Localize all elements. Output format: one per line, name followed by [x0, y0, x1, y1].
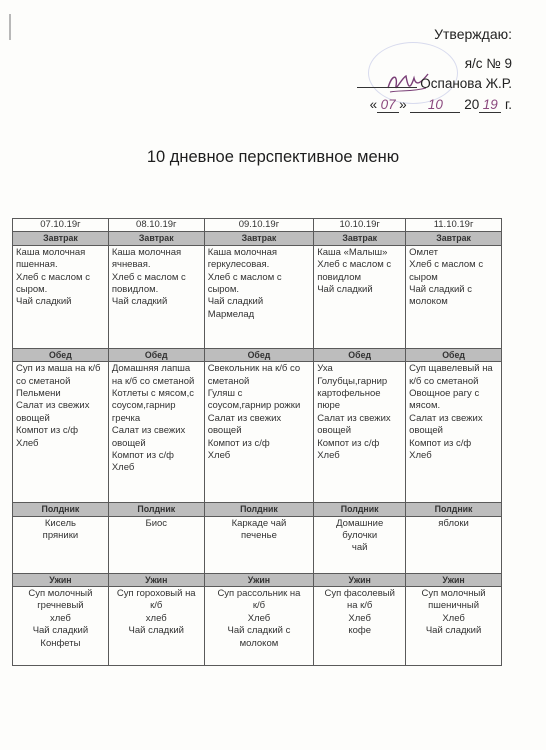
dish-line: Домашние: [336, 517, 384, 529]
dish-line: Компот из с/ф: [16, 425, 79, 437]
dish-line: пюре: [317, 400, 341, 412]
lunch-header-row: [13, 348, 502, 361]
dish-line: Салат из свежих: [207, 412, 282, 424]
date-year-suffix: 19: [479, 97, 501, 113]
dish-line: Каша молочная: [16, 246, 86, 258]
dish-line: Кисель: [44, 517, 76, 529]
dish-line: Компот из с/ф: [111, 450, 174, 462]
menu-cell: [406, 516, 502, 573]
dish-line: соусом,гарнир рожки: [207, 400, 301, 412]
approval-block: [312, 26, 512, 113]
menu-cell: [13, 245, 109, 348]
date-cell: 07.10.19г: [13, 219, 109, 232]
dish-line: сметаной: [207, 375, 250, 387]
dish-line: сыром.: [207, 284, 240, 296]
dish-line: Чай сладкий: [207, 296, 264, 308]
meal-label-breakfast: Завтрак: [406, 232, 502, 245]
dish-line: Хлеб: [16, 437, 39, 449]
dish-line: Каша молочная: [207, 246, 278, 258]
dish-line: Суп гороховый на: [116, 588, 196, 600]
menu-cell: [204, 587, 314, 666]
date-cell: 11.10.19г: [406, 219, 502, 232]
dish-line: к/б: [150, 600, 163, 612]
snack-row: [13, 516, 502, 573]
dish-line: овощей: [111, 437, 146, 449]
dish-line: Хлеб с маслом с: [317, 259, 392, 271]
dish-line: Салат из свежих: [317, 412, 391, 424]
date-quote-open: «: [369, 97, 378, 112]
dish-line: Салат из свежих: [409, 412, 483, 424]
signature-line: [357, 75, 417, 88]
dish-line: Мармелад: [207, 308, 255, 320]
dish-line: яблоки: [438, 517, 469, 529]
dish-line: сыром.: [16, 284, 48, 296]
dish-line: Котлеты с мясом,с: [111, 388, 195, 400]
meal-label-dinner: Ужин: [314, 573, 406, 586]
meal-label-lunch: Обед: [406, 348, 502, 361]
dish-line: овощей: [317, 425, 352, 437]
dates-row: [13, 219, 502, 232]
dish-line: Компот из с/ф: [409, 437, 472, 449]
breakfast-header-row: [13, 232, 502, 245]
menu-cell: [108, 587, 204, 666]
dish-line: картофельное: [317, 388, 381, 400]
meal-label-snack: Полдник: [108, 503, 204, 516]
dish-line: Пельмени: [16, 388, 61, 400]
menu-cell: [204, 362, 314, 503]
dish-line: пшенная.: [16, 259, 58, 271]
dish-line: Омлет: [409, 246, 438, 258]
dish-line: Хлеб с маслом с: [409, 259, 484, 271]
meal-label-dinner: Ужин: [406, 573, 502, 586]
approval-date: [312, 97, 512, 113]
dish-line: Чай сладкий: [111, 296, 168, 308]
dish-line: Хлеб с маслом с: [207, 271, 282, 283]
dish-line: Голубцы,гарнир: [317, 375, 388, 387]
approval-title: Утверждаю:: [434, 26, 512, 42]
date-year-prefix: 20: [464, 97, 480, 112]
menu-cell: [204, 245, 314, 348]
dish-line: Хлеб: [442, 612, 465, 624]
dish-line: Каша молочная: [111, 246, 182, 258]
lunch-row: [13, 362, 502, 503]
date-cell: 09.10.19г: [204, 219, 314, 232]
dish-line: ячневая.: [111, 259, 151, 271]
dish-line: Хлеб: [111, 462, 135, 474]
dish-line: Чай сладкий: [425, 625, 482, 637]
dish-line: Каркаде чай: [231, 517, 287, 529]
meal-label-breakfast: Завтрак: [108, 232, 204, 245]
dish-line: Салат из свежих: [16, 400, 90, 412]
dish-line: Каша «Малыш»: [317, 246, 388, 258]
dish-line: Суп щавелевый на: [409, 363, 493, 375]
dish-line: на к/б со сметаной: [111, 375, 195, 387]
meal-label-snack: Полдник: [13, 503, 109, 516]
dish-line: овощей: [16, 412, 50, 424]
dish-line: молоком: [239, 637, 279, 649]
approval-signer-line: [312, 75, 512, 91]
menu-cell: [108, 362, 204, 503]
menu-cell: [406, 587, 502, 666]
meal-label-breakfast: Завтрак: [204, 232, 314, 245]
menu-cell: [108, 245, 204, 348]
dish-line: Свекольник на к/б со: [207, 363, 301, 375]
dish-line: пряники: [42, 530, 79, 542]
dish-line: пшеничный: [428, 600, 480, 612]
dish-line: Хлеб с маслом с: [16, 271, 90, 283]
dish-line: соусом,гарнир: [111, 400, 176, 412]
meal-label-dinner: Ужин: [204, 573, 314, 586]
meal-label-breakfast: Завтрак: [314, 232, 406, 245]
dish-line: кофе: [348, 625, 371, 637]
dish-line: Салат из свежих: [111, 425, 186, 437]
dish-line: Чай сладкий с: [227, 625, 291, 637]
menu-table: [12, 218, 502, 666]
menu-cell: [13, 587, 109, 666]
date-month: 10: [410, 97, 460, 113]
meal-label-snack: Полдник: [204, 503, 314, 516]
dish-line: гречневый: [37, 600, 84, 612]
dinner-header-row: [13, 573, 502, 586]
meal-label-snack: Полдник: [314, 503, 406, 516]
date-suffix: г.: [501, 97, 512, 112]
dish-line: Домашняя лапша: [111, 363, 191, 375]
dish-line: Овощное рагу с: [409, 388, 480, 400]
dish-line: на к/б: [346, 600, 373, 612]
dish-line: Хлеб: [348, 612, 371, 624]
date-day: 07: [377, 97, 399, 113]
menu-cell: [406, 362, 502, 503]
dish-line: со сметаной: [16, 375, 71, 387]
dish-line: Компот из с/ф: [317, 437, 380, 449]
menu-cell: [13, 516, 109, 573]
menu-cell: [314, 245, 406, 348]
menu-cell: [314, 362, 406, 503]
dish-line: овощей: [409, 425, 443, 437]
dish-line: Чай сладкий: [128, 625, 184, 637]
dish-line: Суп молочный: [28, 588, 93, 600]
menu-cell: [314, 516, 406, 573]
meal-label-dinner: Ужин: [13, 573, 109, 586]
dish-line: печенье: [241, 530, 277, 542]
date-quote-close: »: [399, 97, 407, 112]
dish-line: Суп из маша на к/б: [16, 363, 101, 375]
dish-line: овощей: [207, 425, 242, 437]
dish-line: молоком: [409, 296, 448, 308]
dish-line: Чай сладкий: [317, 284, 373, 296]
dish-line: Суп рассольник на: [217, 588, 301, 600]
meal-label-lunch: Обед: [314, 348, 406, 361]
dish-line: повидлом.: [111, 284, 159, 296]
approval-signer: Оспанова Ж.Р.: [420, 76, 512, 91]
dish-line: булочки: [342, 530, 378, 542]
meal-label-snack: Полдник: [406, 503, 502, 516]
meal-label-lunch: Обед: [204, 348, 314, 361]
date-cell: 10.10.19г: [314, 219, 406, 232]
document-title: 10 дневное перспективное меню: [146, 148, 400, 166]
dinner-row: [13, 587, 502, 666]
menu-cell: [204, 516, 314, 573]
dish-line: Чай сладкий с: [409, 284, 472, 296]
dish-line: Хлеб: [409, 450, 432, 462]
meal-label-dinner: Ужин: [108, 573, 204, 586]
dish-line: Чай сладкий: [16, 296, 72, 308]
dish-line: чай: [351, 542, 368, 554]
dish-line: сыром: [409, 271, 438, 283]
dish-line: Хлеб: [317, 450, 340, 462]
dish-line: повидлом: [317, 271, 362, 283]
dish-line: Хлеб: [247, 612, 271, 624]
approval-organization: я/с № 9: [464, 56, 512, 71]
dish-line: Компот из с/ф: [207, 437, 270, 449]
dish-line: Суп молочный: [421, 588, 486, 600]
dish-line: Суп фасолевый: [324, 588, 395, 600]
dish-line: Биос: [145, 517, 168, 529]
menu-cell: [13, 362, 109, 503]
dish-line: хлеб: [145, 612, 167, 624]
meal-label-lunch: Обед: [13, 348, 109, 361]
dish-line: Чай сладкий: [32, 625, 89, 637]
breakfast-row: [13, 245, 502, 348]
dish-line: Хлеб с маслом с: [111, 271, 186, 283]
date-cell: 08.10.19г: [108, 219, 204, 232]
dish-line: мясом.: [409, 400, 441, 412]
meal-label-breakfast: Завтрак: [13, 232, 109, 245]
dish-line: к/б: [252, 600, 266, 612]
dish-line: к/б со сметаной: [409, 375, 479, 387]
menu-cell: [108, 516, 204, 573]
dish-line: геркулесовая.: [207, 259, 270, 271]
page-edge-mark: [9, 14, 11, 40]
dish-line: Хлеб: [207, 450, 231, 462]
meal-label-lunch: Обед: [108, 348, 204, 361]
menu-cell: [406, 245, 502, 348]
dish-line: Конфеты: [40, 637, 81, 649]
dish-line: Уха: [317, 363, 333, 375]
dish-line: Гуляш с: [207, 388, 243, 400]
menu-cell: [314, 587, 406, 666]
snack-header-row: [13, 503, 502, 516]
dish-line: гречка: [111, 412, 141, 424]
dish-line: хлеб: [49, 612, 71, 624]
